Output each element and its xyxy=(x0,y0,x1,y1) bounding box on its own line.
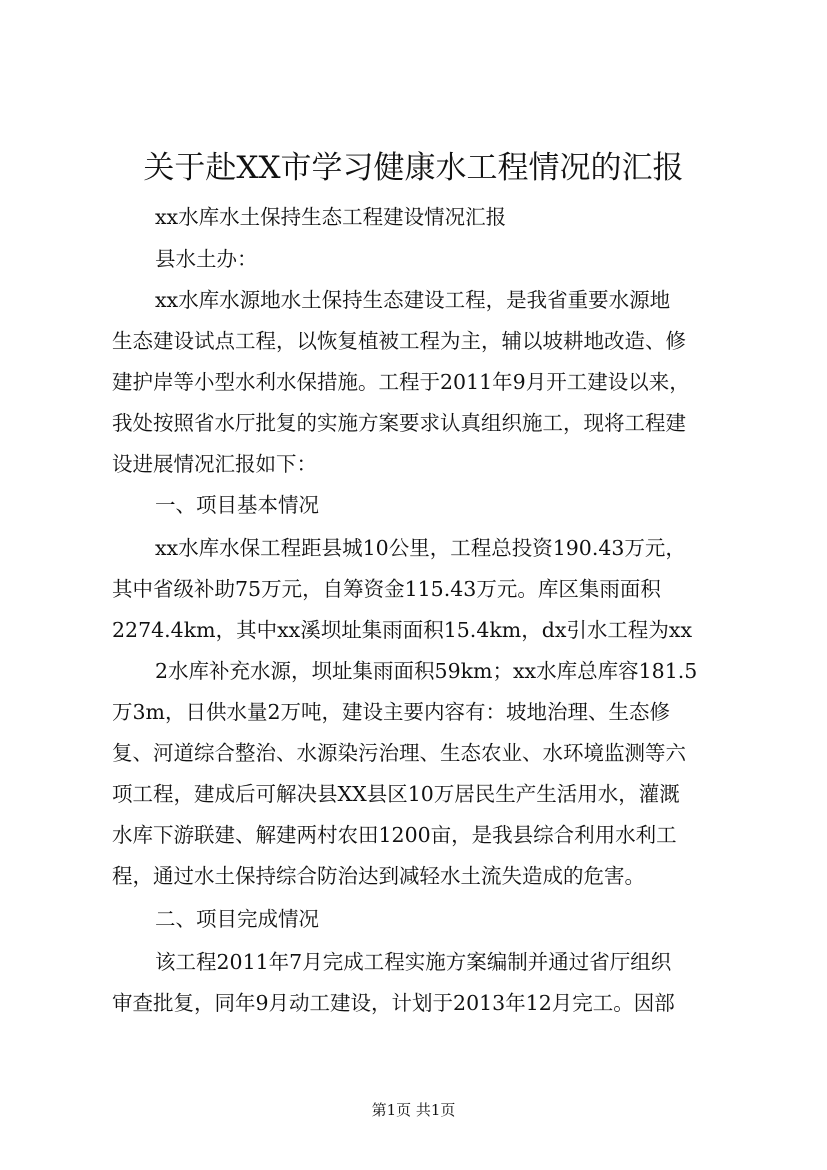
paragraph-line: 该工程2011年7月完成工程实施方案编制并通过省厅组织 xyxy=(155,950,672,974)
page-footer: 第1页 共1页 xyxy=(371,1101,456,1119)
paragraph-line: 设进展情况汇报如下： xyxy=(112,452,317,476)
paragraph-line: 水库下游联建、解建两村农田1200亩，是我县综合利用水利工 xyxy=(112,823,677,847)
paragraph-line: 程，通过水土保持综合防治达到减轻水土流失造成的危害。 xyxy=(112,864,645,888)
paragraph-line: 万3m，日供水量2万吨，建设主要内容有：坡地治理、生态修 xyxy=(112,700,671,724)
addressee-line: 县水土办： xyxy=(155,247,258,271)
section-heading: 一、项目基本情况 xyxy=(155,493,319,517)
section-heading: 二、项目完成情况 xyxy=(155,907,319,931)
paragraph-line: 建护岸等小型水利水保措施。工程于2011年9月开工建设以来， xyxy=(112,370,690,394)
report-subtitle: xx水库水土保持生态工程建设情况汇报 xyxy=(155,205,507,229)
paragraph-line: 审查批复，同年9月动工建设，计划于2013年12月完工。因部 xyxy=(112,991,675,1015)
paragraph-line: 2274.4km，其中xx溪坝址集雨面积15.4km，dx引水工程为xx xyxy=(112,618,693,642)
paragraph-line: 2水库补充水源，坝址集雨面积59km；xx水库总库容181.5 xyxy=(155,659,698,683)
paragraph-line: 我处按照省水厅批复的实施方案要求认真组织施工，现将工程建 xyxy=(112,411,686,435)
paragraph-line: 生态建设试点工程，以恢复植被工程为主，辅以坡耕地改造、修 xyxy=(112,329,686,353)
paragraph-line: 项工程，建成后可解决县XX县区10万居民生产生活用水，灌溉 xyxy=(112,782,680,806)
paragraph-line: 复、河道综合整治、水源染污治理、生态农业、水环境监测等六 xyxy=(112,741,686,765)
paragraph-line: xx水库水保工程距县城10公里，工程总投资190.43万元， xyxy=(155,536,686,560)
paragraph-line: xx水库水源地水土保持生态建设工程，是我省重要水源地 xyxy=(155,288,671,312)
paragraph-line: 其中省级补助75万元，自筹资金115.43万元。库区集雨面积 xyxy=(112,577,661,601)
document-title: 关于赴XX市学习健康水工程情况的汇报 xyxy=(143,150,684,186)
